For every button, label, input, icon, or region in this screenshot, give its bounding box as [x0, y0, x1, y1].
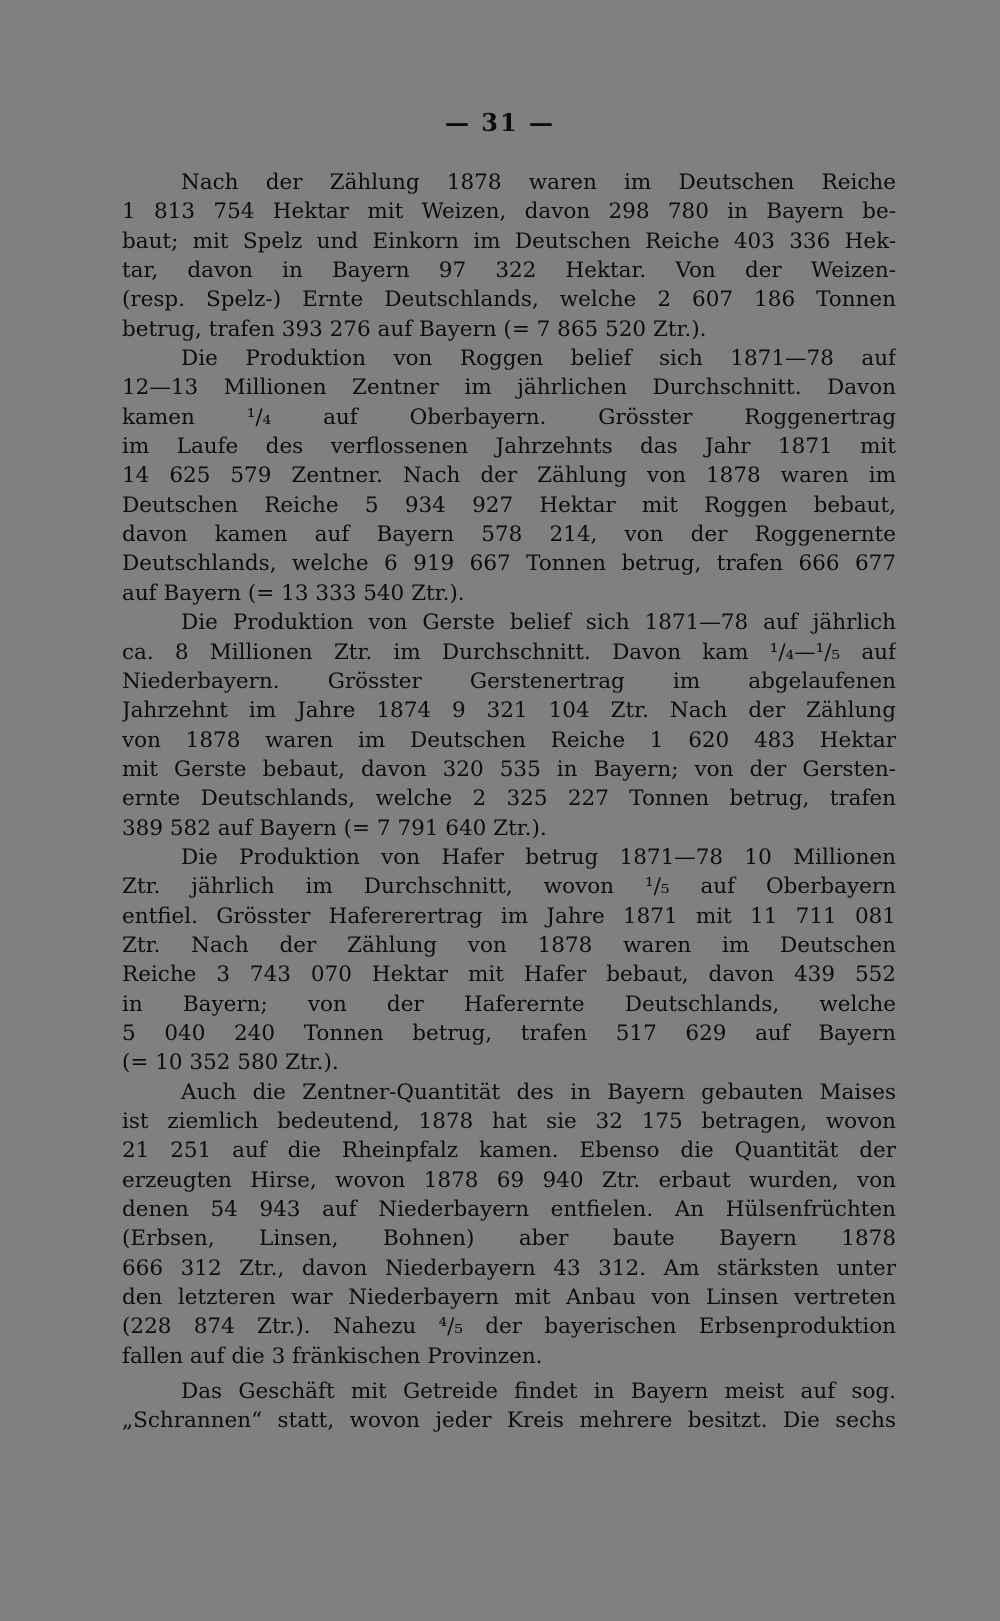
text-line: Ztr. jährlich im Durchschnitt, wovon ¹/₅ auf Oberbayern [122, 874, 896, 900]
text-line: (resp. Spelz-) Ernte Deutschlands, welche 2 607 186 Tonnen [122, 287, 896, 313]
text-line: in Bayern; von der Haferernte Deutschlands, welche [122, 991, 896, 1017]
text-line: Auch die Zentner-Quantität des in Bayern gebauten Maises [181, 1079, 896, 1105]
text-line: Reiche 3 743 070 Hektar mit Hafer bebaut, davon 439 552 [122, 962, 896, 988]
text-line: (228 874 Ztr.). Nahezu ⁴/₅ der bayerischen Erbsenproduktion [122, 1314, 896, 1340]
text-line: Die Produktion von Hafer betrug 1871—78 10 Millionen [181, 844, 896, 870]
text-line: ca. 8 Millionen Ztr. im Durchschnitt. Davon kam ¹/₄—¹/₅ auf [122, 639, 896, 665]
text-line: Nach der Zählung 1878 waren im Deutschen Reiche [181, 170, 896, 195]
text-line: baut; mit Spelz und Einkorn im Deutschen Reiche 403 336 Hek- [122, 228, 896, 254]
text-line: 666 312 Ztr., davon Niederbayern 43 312. Am stärksten unter [122, 1255, 896, 1281]
text-line: Deutschen Reiche 5 934 927 Hektar mit Roggen bebaut, [122, 492, 896, 518]
text-line: „Schrannen“ statt, wovon jeder Kreis mehrere besitzt. Die sechs [122, 1408, 896, 1434]
text-line: den letzteren war Niederbayern mit Anbau von Linsen vertreten [122, 1285, 896, 1311]
text-line: im Laufe des verflossenen Jahrzehnts das Jahr 1871 mit [122, 434, 896, 460]
text-line: tar, davon in Bayern 97 322 Hektar. Von der Weizen- [122, 258, 896, 284]
text-line: 14 625 579 Zentner. Nach der Zählung von 1878 waren im [122, 463, 896, 489]
text-line: Jahrzehnt im Jahre 1874 9 321 104 Ztr. Nach der Zählung [122, 698, 896, 724]
paragraph [122, 1078, 896, 1371]
text-line: 12—13 Millionen Zentner im jährlichen Durchschnitt. Davon [122, 375, 896, 401]
text-line: ernte Deutschlands, welche 2 325 227 Tonnen betrug, trafen [122, 786, 896, 812]
text-line: 389 582 auf Bayern (= 7 791 640 Ztr.). [122, 815, 547, 841]
paragraph [122, 608, 896, 843]
text-line: 21 251 auf die Rheinpfalz kamen. Ebenso die Quantität der [122, 1138, 896, 1164]
text-line: entfiel. Grösster Hafererertrag im Jahre 1871 mit 11 711 081 [122, 903, 896, 929]
text-line: 5 040 240 Tonnen betrug, trafen 517 629 auf Bayern [122, 1020, 896, 1046]
text-line: Die Produktion von Gerste belief sich 1871—78 auf jährlich [181, 610, 896, 636]
text-line: (= 10 352 580 Ztr.). [122, 1050, 339, 1076]
text-line: betrug, trafen 393 276 auf Bayern (= 7 865 520 Ztr.). [122, 316, 707, 342]
paragraph [122, 344, 896, 608]
page-number: — 31 — [444, 108, 556, 137]
paragraph [122, 168, 896, 344]
text-line: Das Geschäft mit Getreide findet in Bayern meist auf sog. [181, 1379, 896, 1405]
text-line: auf Bayern (= 13 333 540 Ztr.). [122, 580, 465, 606]
text-line: Niederbayern. Grösster Gerstenertrag im abgelaufenen [122, 668, 896, 694]
text-line: davon kamen auf Bayern 578 214, von der Roggenernte [122, 522, 896, 548]
text-line: Die Produktion von Roggen belief sich 1871—78 auf [181, 346, 896, 372]
text-line: kamen ¹/₄ auf Oberbayern. Grösster Roggenertrag [122, 404, 896, 430]
text-line: mit Gerste bebaut, davon 320 535 in Bayern; von der Gersten- [122, 756, 896, 782]
paragraph [122, 843, 896, 1078]
text-line: denen 54 943 auf Niederbayern entfielen. An Hülsenfrüchten [122, 1197, 896, 1223]
body-text [122, 168, 896, 1436]
text-line: Deutschlands, welche 6 919 667 Tonnen betrug, trafen 666 677 [122, 551, 896, 577]
text-line: 1 813 754 Hektar mit Weizen, davon 298 780 in Bayern be- [122, 199, 896, 225]
text-line: von 1878 waren im Deutschen Reiche 1 620 483 Hektar [122, 727, 896, 753]
paragraph [122, 1377, 896, 1436]
text-line: (Erbsen, Linsen, Bohnen) aber baute Bayern 1878 [122, 1226, 896, 1252]
text-line: ist ziemlich bedeutend, 1878 hat sie 32 175 betragen, wovon [122, 1109, 896, 1134]
text-line: fallen auf die 3 fränkischen Provinzen. [122, 1343, 543, 1369]
text-line: Ztr. Nach der Zählung von 1878 waren im Deutschen [122, 932, 896, 958]
text-line: erzeugten Hirse, wovon 1878 69 940 Ztr. erbaut wurden, von [122, 1167, 896, 1193]
